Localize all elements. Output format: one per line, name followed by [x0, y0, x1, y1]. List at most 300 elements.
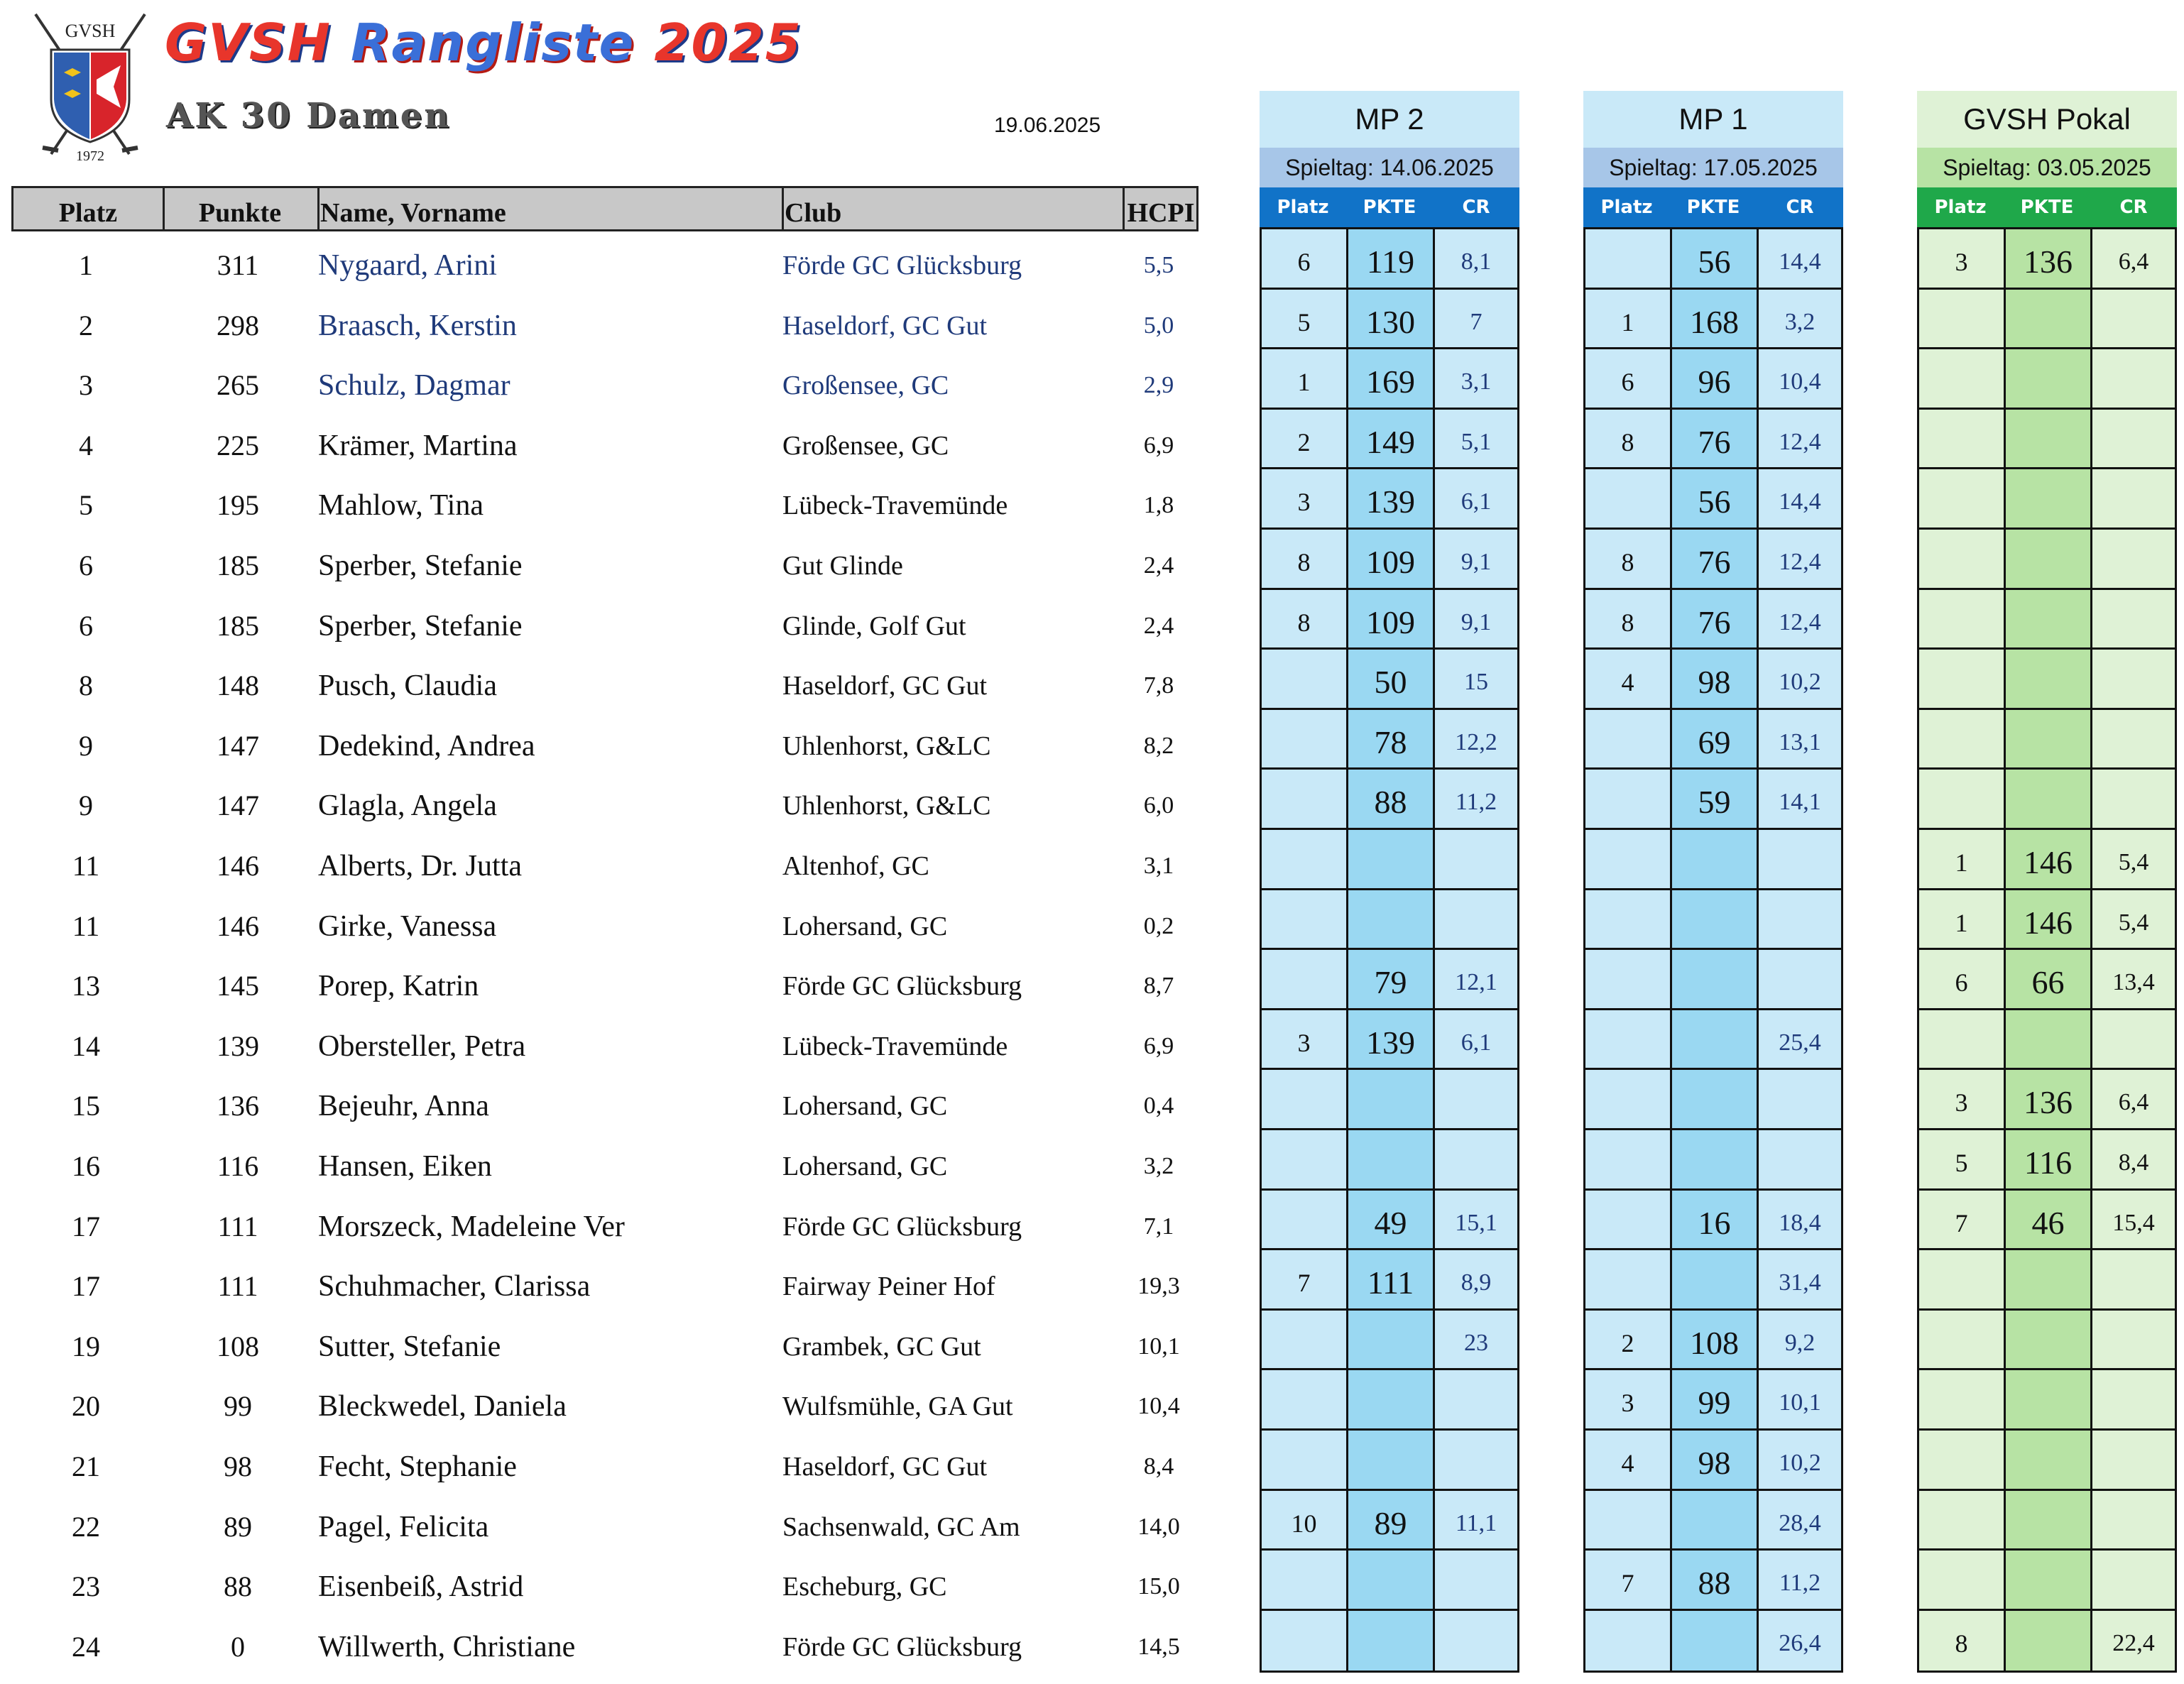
section-cell-cr: [2092, 469, 2175, 530]
section-cell-pkte: 111: [1348, 1250, 1435, 1311]
row-name: Nygaard, Arini: [318, 249, 497, 282]
table-row: [11, 1137, 1199, 1196]
section-cell-pkte: 146: [2006, 890, 2092, 951]
section-cell-pkte: [2006, 1370, 2092, 1431]
section-cell-platz: [1262, 1370, 1348, 1431]
section-cell-cr: [2092, 1370, 2175, 1431]
section-cell-platz: [1585, 1611, 1672, 1671]
section-cell-cr: [1435, 1431, 1517, 1491]
section-cell-platz: [1262, 650, 1348, 710]
row-platz: 4: [79, 429, 93, 461]
section-cell-pkte: 136: [2006, 1070, 2092, 1130]
section-cell-pkte: [1672, 890, 1759, 951]
page-subtitle: AK 30 Damen: [166, 96, 452, 136]
table-row: [11, 416, 1199, 476]
section-cell-cr: [2092, 530, 2175, 590]
section-cell-pkte: 139: [1348, 469, 1435, 530]
section-cell-platz: [1919, 1491, 2006, 1551]
row-club: Lohersand, GC: [782, 1152, 948, 1181]
section-cell-platz: [1919, 1431, 2006, 1491]
table-row: [11, 716, 1199, 776]
section-cell-platz: 4: [1585, 1431, 1672, 1491]
section-cell-pkte: 98: [1672, 650, 1759, 710]
row-hcpi: 2,9: [1143, 372, 1174, 399]
section-cell-pkte: 169: [1348, 349, 1435, 410]
section-cell-platz: [1585, 890, 1672, 951]
section-cell-cr: 15,1: [1435, 1191, 1517, 1251]
section-cell-pkte: [1672, 830, 1759, 890]
column-header-hcpi: HCPI: [1127, 198, 1195, 228]
row-name: Morszeck, Madeleine Ver: [318, 1210, 625, 1243]
section-cell-platz: 1: [1919, 830, 2006, 890]
section-cell-pkte: [2006, 1010, 2092, 1071]
section-cell-platz: 3: [1262, 469, 1348, 530]
row-punkte: 108: [217, 1330, 259, 1362]
section-cell-platz: 8: [1262, 530, 1348, 590]
section-cell-pkte: 49: [1348, 1191, 1435, 1251]
row-name: Pusch, Claudia: [318, 669, 497, 703]
section-cell-cr: 23: [1435, 1311, 1517, 1371]
section-cell-platz: 2: [1585, 1311, 1672, 1371]
section-cell-platz: [1919, 530, 2006, 590]
row-platz: 14: [72, 1029, 100, 1062]
table-row: [11, 1377, 1199, 1436]
section-cell-pkte: 108: [1672, 1311, 1759, 1371]
row-club: Förde GC Glücksburg: [782, 971, 1022, 1002]
section-cell-platz: [1262, 890, 1348, 951]
row-hcpi: 6,9: [1143, 1032, 1174, 1059]
row-club: Escheburg, GC: [782, 1572, 947, 1602]
section-cell-platz: [1262, 710, 1348, 770]
section-cell-cr: 12,2: [1435, 710, 1517, 770]
row-platz: 3: [79, 369, 93, 402]
section-cell-pkte: 89: [1348, 1491, 1435, 1551]
section-cell-platz: [1585, 710, 1672, 770]
table-row: [11, 596, 1199, 656]
section-cell-platz: [1262, 1070, 1348, 1130]
section-cell-cr: [1759, 1130, 1841, 1191]
section-cell-pkte: [2006, 1311, 2092, 1371]
section-cell-pkte: [2006, 650, 2092, 710]
section-cell-pkte: [1672, 1611, 1759, 1671]
section-cell-platz: [1919, 1551, 2006, 1611]
row-club: Lohersand, GC: [782, 911, 948, 941]
section-cell-cr: 15: [1435, 650, 1517, 710]
section-column-headers: [1583, 187, 1843, 227]
row-hcpi: 6,9: [1143, 432, 1174, 459]
row-platz: 17: [72, 1270, 100, 1303]
section-cell-cr: [1435, 1551, 1517, 1611]
section-cell-cr: [2092, 410, 2175, 470]
row-platz: 9: [79, 729, 93, 762]
section-cell-cr: [1759, 830, 1841, 890]
row-club: Haseldorf, GC Gut: [782, 310, 988, 341]
section-cell-platz: 3: [1919, 229, 2006, 290]
row-name: Girke, Vanessa: [318, 909, 497, 943]
section-cell-pkte: 139: [1348, 1010, 1435, 1071]
row-platz: 6: [79, 550, 93, 581]
row-hcpi: 0,4: [1143, 1093, 1174, 1120]
row-club: Lohersand, GC: [782, 1091, 948, 1122]
section-cell-cr: [1435, 830, 1517, 890]
section-cell-platz: [1262, 830, 1348, 890]
section-cell-platz: [1919, 650, 2006, 710]
row-punkte: 185: [217, 550, 259, 581]
section-cell-pkte: 109: [1348, 530, 1435, 590]
section-cell-pkte: 50: [1348, 650, 1435, 710]
section-cell-platz: [1919, 410, 2006, 470]
section-cell-pkte: 96: [1672, 349, 1759, 410]
row-name: Porep, Katrin: [318, 970, 479, 1003]
row-hcpi: 1,8: [1143, 492, 1174, 519]
section-cell-platz: 7: [1919, 1191, 2006, 1251]
row-platz: 24: [72, 1630, 100, 1663]
section-column-cr: CR: [1462, 197, 1490, 218]
table-row: [11, 1437, 1199, 1497]
section-cell-cr: 28,4: [1759, 1491, 1841, 1551]
row-punkte: 147: [217, 789, 259, 822]
section-cell-cr: 6,4: [2092, 1070, 2175, 1130]
section-cell-platz: 8: [1919, 1611, 2006, 1671]
section-grid: [1583, 227, 1843, 1673]
row-platz: 6: [79, 609, 93, 642]
row-hcpi: 14,5: [1137, 1633, 1180, 1660]
section-cell-pkte: 66: [2006, 950, 2092, 1010]
section-cell-platz: [1919, 1250, 2006, 1311]
section-cell-pkte: [1348, 1311, 1435, 1371]
section-cell-pkte: 69: [1672, 710, 1759, 770]
section-cell-platz: [1585, 1010, 1672, 1071]
row-hcpi: 0,2: [1143, 912, 1174, 939]
section-title: GVSH Pokal: [1917, 91, 2177, 148]
table-row: [11, 356, 1199, 415]
row-punkte: 139: [217, 1029, 259, 1062]
table-row: [11, 476, 1199, 535]
section-cell-cr: 11,2: [1759, 1551, 1841, 1611]
row-club: Lübeck-Travemünde: [782, 1031, 1008, 1061]
section-cell-platz: [1262, 770, 1348, 830]
row-platz: 19: [72, 1330, 100, 1362]
section-cell-cr: 25,4: [1759, 1010, 1841, 1071]
section-cell-cr: 14,4: [1759, 229, 1841, 290]
section-cell-platz: [1919, 770, 2006, 830]
section-cell-pkte: [1348, 830, 1435, 890]
row-platz: 20: [72, 1390, 100, 1423]
row-platz: 13: [72, 970, 100, 1002]
section-cell-platz: [1585, 830, 1672, 890]
section-cell-cr: 6,4: [2092, 229, 2175, 290]
section-cell-pkte: [1348, 1551, 1435, 1611]
section-cell-platz: 8: [1585, 590, 1672, 650]
section-cell-platz: [1585, 1491, 1672, 1551]
section-cell-platz: 7: [1585, 1551, 1672, 1611]
table-row: [11, 1557, 1199, 1617]
section-cell-cr: 10,2: [1759, 650, 1841, 710]
table-row: [11, 776, 1199, 836]
section-cell-cr: 6,1: [1435, 469, 1517, 530]
section-cell-cr: 12,4: [1759, 530, 1841, 590]
section-cell-platz: 8: [1262, 590, 1348, 650]
section-cell-pkte: [2006, 1250, 2092, 1311]
column-divider: [782, 188, 784, 229]
section-cell-cr: [1435, 1070, 1517, 1130]
section-cell-platz: [1262, 1130, 1348, 1191]
section-cell-pkte: 149: [1348, 410, 1435, 470]
section-cell-platz: 3: [1262, 1010, 1348, 1071]
row-name: Mahlow, Tina: [318, 489, 484, 523]
section-cell-cr: [2092, 1311, 2175, 1371]
section-cell-platz: 10: [1262, 1491, 1348, 1551]
column-header-name: Name, Vorname: [320, 198, 506, 228]
section-cell-cr: 9,1: [1435, 530, 1517, 590]
table-row: [11, 536, 1199, 596]
row-hcpi: 15,0: [1137, 1573, 1180, 1600]
table-row: [11, 1317, 1199, 1377]
row-platz: 9: [79, 789, 93, 822]
row-club: Uhlenhorst, G&LC: [782, 791, 991, 821]
section-cell-cr: [2092, 770, 2175, 830]
section-cell-cr: [1435, 1611, 1517, 1671]
table-row: [11, 956, 1199, 1016]
section-cell-cr: 15,4: [2092, 1191, 2175, 1251]
table-row: [11, 656, 1199, 716]
row-club: Förde GC Glücksburg: [782, 251, 1022, 280]
row-punkte: 185: [217, 609, 259, 642]
section-cell-platz: [1585, 1130, 1672, 1191]
section-cell-pkte: 59: [1672, 770, 1759, 830]
row-club: Altenhof, GC: [782, 851, 929, 881]
row-hcpi: 19,3: [1137, 1273, 1180, 1300]
row-punkte: 148: [217, 669, 259, 702]
section-cell-platz: 5: [1919, 1130, 2006, 1191]
section-cell-platz: [1262, 1311, 1348, 1371]
section-cell-cr: 8,9: [1435, 1250, 1517, 1311]
row-club: Förde GC Glücksburg: [782, 1211, 1022, 1242]
section-cell-pkte: [2006, 590, 2092, 650]
row-name: Sutter, Stefanie: [318, 1330, 501, 1363]
row-club: Glinde, Golf Gut: [782, 611, 966, 641]
section-cell-platz: [1919, 290, 2006, 350]
row-name: Willwerth, Christiane: [318, 1630, 576, 1663]
row-punkte: 147: [217, 729, 259, 762]
section-cell-cr: 9,2: [1759, 1311, 1841, 1371]
section-cell-cr: 31,4: [1759, 1250, 1841, 1311]
section-cell-cr: 3,1: [1435, 349, 1517, 410]
row-hcpi: 3,2: [1143, 1153, 1174, 1179]
row-punkte: 116: [217, 1150, 259, 1182]
section-cell-cr: [1435, 1130, 1517, 1191]
section-cell-cr: [2092, 650, 2175, 710]
row-club: Großensee, GC: [782, 430, 949, 461]
row-punkte: 195: [217, 489, 259, 522]
row-platz: 17: [72, 1210, 100, 1242]
row-platz: 16: [72, 1150, 100, 1182]
row-platz: 21: [72, 1450, 100, 1482]
section-cell-pkte: [1348, 1070, 1435, 1130]
table-row: [11, 1017, 1199, 1076]
section-matchday: Spieltag: 17.05.2025: [1583, 148, 1843, 187]
section-cell-cr: [2092, 349, 2175, 410]
section-cell-pkte: 99: [1672, 1370, 1759, 1431]
row-club: Lübeck-Travemünde: [782, 491, 1008, 521]
title-part-3: 2025: [654, 13, 802, 72]
row-hcpi: 2,4: [1143, 612, 1174, 639]
row-hcpi: 8,4: [1143, 1453, 1174, 1480]
section-cell-cr: 11,1: [1435, 1491, 1517, 1551]
row-punkte: 111: [217, 1210, 258, 1242]
section-cell-pkte: [1672, 1250, 1759, 1311]
row-club: Förde GC Glücksburg: [782, 1631, 1022, 1662]
row-punkte: 146: [217, 850, 259, 882]
section-column-cr: CR: [2119, 197, 2148, 218]
row-punkte: 265: [217, 369, 259, 402]
row-punkte: 145: [217, 970, 259, 1002]
row-platz: 5: [79, 489, 93, 522]
section-column-pkte: PKTE: [1363, 197, 1416, 218]
ranking-table-header: [11, 186, 1199, 231]
section-cell-pkte: 76: [1672, 410, 1759, 470]
row-punkte: 146: [217, 909, 259, 942]
section-cell-cr: [1435, 890, 1517, 951]
row-club: Sachsenwald, GC Am: [782, 1511, 1020, 1542]
section-cell-platz: [1262, 1611, 1348, 1671]
section-cell-pkte: [2006, 290, 2092, 350]
table-row: [11, 236, 1199, 295]
section-cell-pkte: 79: [1348, 950, 1435, 1010]
section-column-headers: [1917, 187, 2177, 227]
row-hcpi: 8,2: [1143, 732, 1174, 759]
row-platz: 11: [72, 850, 100, 882]
section-cell-platz: 2: [1262, 410, 1348, 470]
section-cell-cr: [1759, 950, 1841, 1010]
row-platz: 11: [72, 909, 100, 942]
section-cell-pkte: [1348, 1370, 1435, 1431]
section-cell-cr: 5,4: [2092, 890, 2175, 951]
section-cell-platz: 1: [1919, 890, 2006, 951]
table-row: [11, 1257, 1199, 1316]
section-column-platz: Platz: [1934, 197, 1987, 218]
section-column-platz: Platz: [1277, 197, 1329, 218]
section-cell-pkte: [1348, 1431, 1435, 1491]
section-cell-cr: 3,2: [1759, 290, 1841, 350]
row-punkte: 298: [217, 309, 259, 341]
column-divider: [1123, 188, 1125, 229]
section-column-platz: Platz: [1600, 197, 1653, 218]
row-name: Krämer, Martina: [318, 429, 518, 462]
section-cell-pkte: [2006, 349, 2092, 410]
row-name: Dedekind, Andrea: [318, 729, 535, 762]
section-cell-pkte: 88: [1672, 1551, 1759, 1611]
section-cell-pkte: [1672, 1491, 1759, 1551]
logo-year: 1972: [76, 148, 104, 164]
section-column-headers: [1260, 187, 1519, 227]
section-cell-platz: 8: [1585, 410, 1672, 470]
row-hcpi: 7,8: [1143, 672, 1174, 699]
section-cell-pkte: 119: [1348, 229, 1435, 290]
report-date: 19.06.2025: [994, 114, 1101, 137]
section-cell-cr: 18,4: [1759, 1191, 1841, 1251]
section-cell-cr: 22,4: [2092, 1611, 2175, 1671]
column-header-club: Club: [785, 198, 842, 228]
section-cell-cr: 14,1: [1759, 770, 1841, 830]
section-cell-pkte: 146: [2006, 830, 2092, 890]
gvsh-logo: [23, 9, 158, 165]
row-hcpi: 2,4: [1143, 552, 1174, 579]
section-cell-cr: [2092, 290, 2175, 350]
section-cell-cr: [1435, 1370, 1517, 1431]
page-title: [165, 13, 802, 72]
section-grid: [1917, 227, 2177, 1673]
row-punkte: 0: [231, 1630, 245, 1663]
section-cell-cr: [2092, 1431, 2175, 1491]
section-cell-platz: [1585, 469, 1672, 530]
table-row: [11, 897, 1199, 956]
row-punkte: 99: [224, 1390, 252, 1423]
row-name: Alberts, Dr. Jutta: [318, 850, 522, 882]
section-cell-pkte: [1348, 890, 1435, 951]
row-name: Schuhmacher, Clarissa: [318, 1270, 591, 1303]
section-cell-pkte: 46: [2006, 1191, 2092, 1251]
row-hcpi: 5,5: [1143, 252, 1174, 278]
section-cell-pkte: 168: [1672, 290, 1759, 350]
section-cell-cr: 8,4: [2092, 1130, 2175, 1191]
section-cell-pkte: [1672, 1070, 1759, 1130]
row-hcpi: 14,0: [1137, 1513, 1180, 1540]
row-name: Sperber, Stefanie: [318, 550, 523, 582]
section-cell-pkte: 78: [1348, 710, 1435, 770]
section-cell-cr: [1759, 890, 1841, 951]
row-platz: 8: [79, 669, 93, 702]
section-cell-pkte: [1672, 1010, 1759, 1071]
section-cell-pkte: [2006, 770, 2092, 830]
section-matchday: Spieltag: 03.05.2025: [1917, 148, 2177, 187]
row-platz: 15: [72, 1090, 100, 1122]
row-hcpi: 6,0: [1143, 792, 1174, 819]
row-name: Schulz, Dagmar: [318, 369, 510, 403]
row-punkte: 311: [217, 249, 259, 281]
section-cell-pkte: [2006, 410, 2092, 470]
row-platz: 23: [72, 1570, 100, 1603]
section-grid: [1260, 227, 1519, 1673]
section-cell-pkte: 76: [1672, 530, 1759, 590]
row-name: Obersteller, Petra: [318, 1029, 526, 1063]
table-row: [11, 1076, 1199, 1136]
section-cell-pkte: [2006, 1611, 2092, 1671]
table-row: [11, 1617, 1199, 1677]
section-cell-cr: [1759, 1070, 1841, 1130]
row-name: Braasch, Kerstin: [318, 309, 517, 342]
row-hcpi: 3,1: [1143, 853, 1174, 879]
section-cell-cr: 5,1: [1435, 410, 1517, 470]
section-cell-cr: 12,4: [1759, 410, 1841, 470]
section-cell-platz: 3: [1585, 1370, 1672, 1431]
section-cell-cr: 11,2: [1435, 770, 1517, 830]
row-club: Haseldorf, GC Gut: [782, 1452, 988, 1482]
row-platz: 22: [72, 1510, 100, 1543]
section-cell-pkte: 116: [2006, 1130, 2092, 1191]
section-cell-platz: [1262, 950, 1348, 1010]
section-cell-platz: [1919, 710, 2006, 770]
section-cell-cr: 5,4: [2092, 830, 2175, 890]
section-cell-pkte: 109: [1348, 590, 1435, 650]
section-cell-cr: 8,1: [1435, 229, 1517, 290]
section-cell-platz: 7: [1262, 1250, 1348, 1311]
section-cell-platz: 3: [1919, 1070, 2006, 1130]
row-hcpi: 5,0: [1143, 312, 1174, 339]
section-cell-cr: [2092, 1491, 2175, 1551]
section-cell-pkte: [2006, 469, 2092, 530]
section-cell-platz: [1919, 469, 2006, 530]
